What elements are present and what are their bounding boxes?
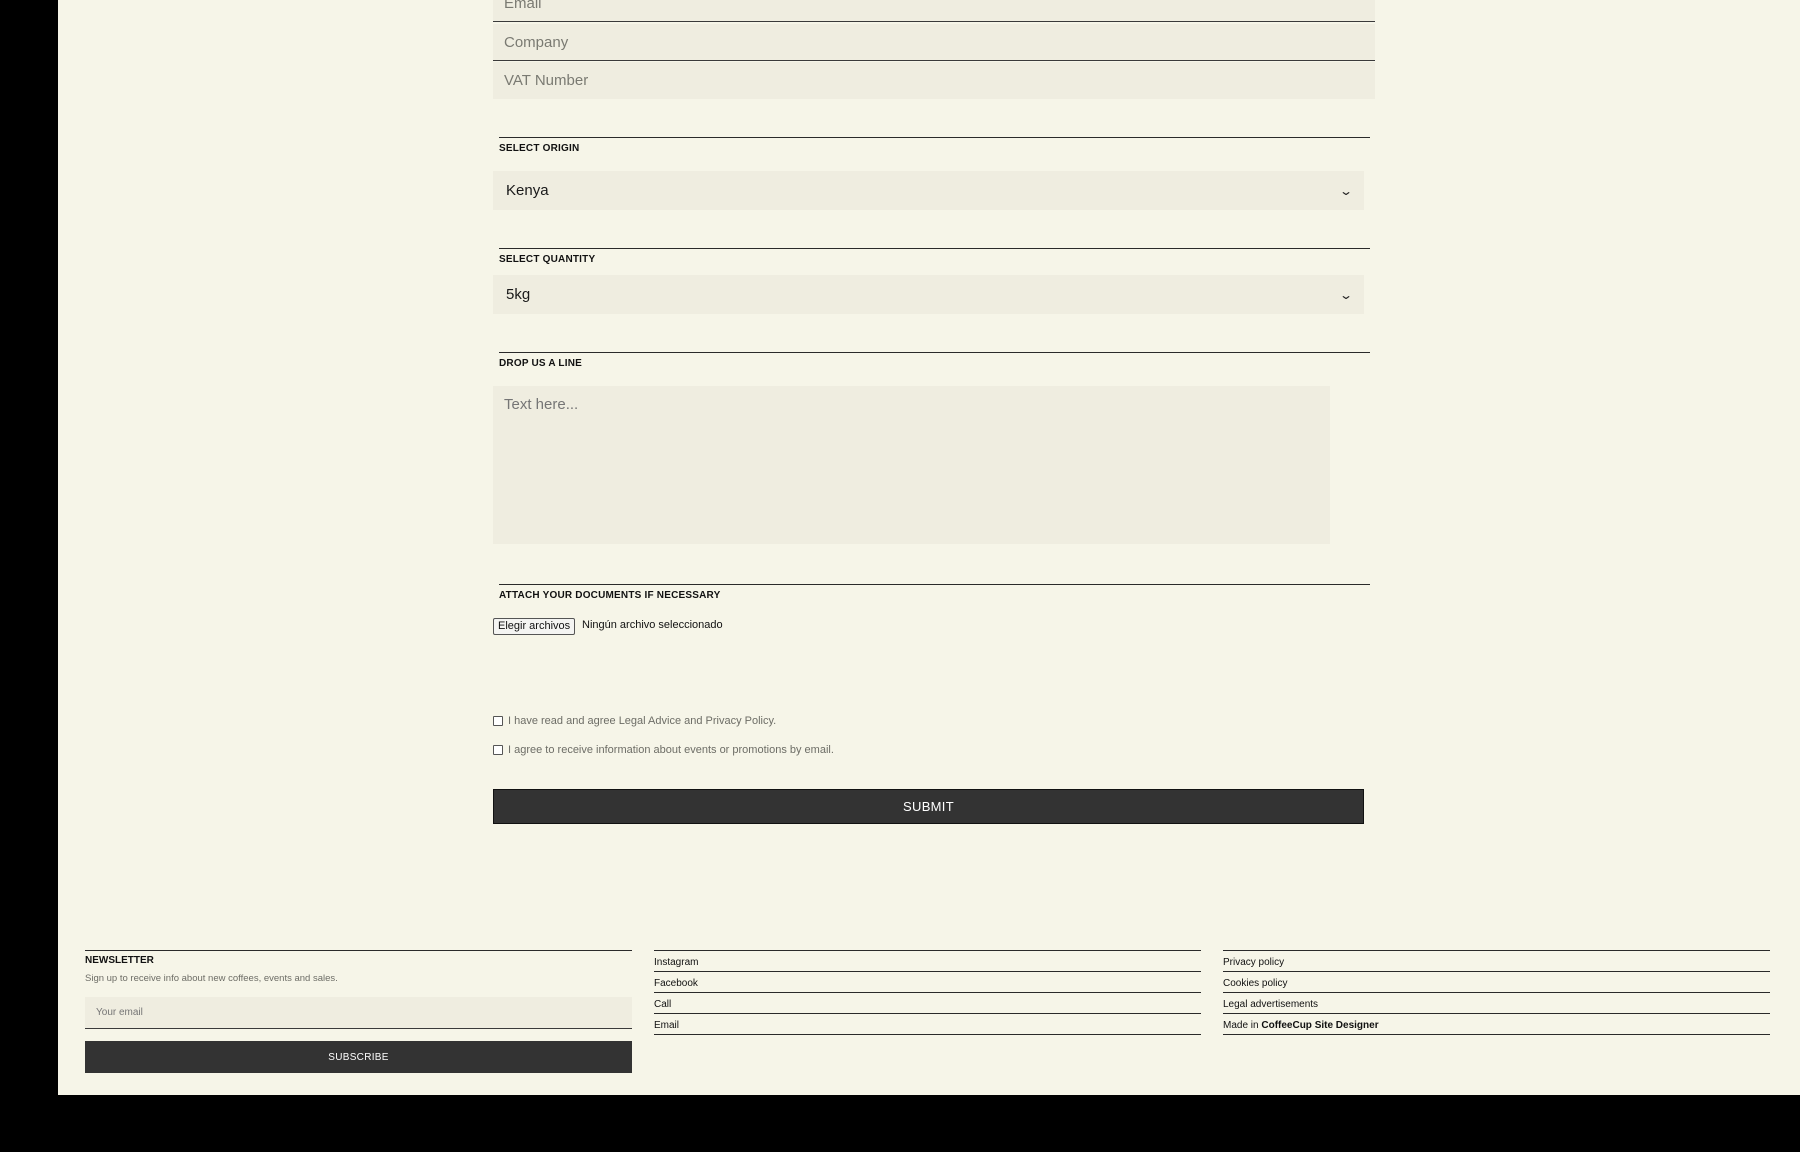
call-link[interactable]: Call	[654, 999, 672, 1010]
message-textarea[interactable]	[493, 386, 1330, 544]
quantity-divider	[499, 248, 1370, 249]
newsletter-description: Sign up to receive info about new coffees, events and sales.	[85, 973, 338, 984]
marketing-consent-label[interactable]: I agree to receive information about events or promotions by email.	[508, 744, 834, 756]
social-divider	[654, 1013, 1201, 1014]
origin-select[interactable]	[493, 171, 1364, 210]
marketing-consent-checkbox[interactable]	[493, 745, 503, 755]
message-divider	[499, 352, 1370, 353]
origin-label: SELECT ORIGIN	[499, 143, 580, 154]
quantity-select[interactable]	[493, 275, 1364, 314]
subscribe-button[interactable]: SUBSCRIBE	[85, 1041, 632, 1073]
attach-divider	[499, 584, 1370, 585]
quantity-selected-value: 5kg	[506, 286, 531, 303]
newsletter-divider	[85, 950, 632, 951]
newsletter-title: NEWSLETTER	[85, 955, 154, 966]
submit-button[interactable]: SUBMIT	[493, 789, 1364, 824]
origin-divider	[499, 137, 1370, 138]
page	[58, 0, 1800, 1095]
instagram-link[interactable]: Instagram	[654, 957, 699, 968]
social-divider	[654, 992, 1201, 993]
cookies-policy-link[interactable]: Cookies policy	[1223, 978, 1288, 989]
privacy-consent-row	[493, 715, 776, 727]
made-in-prefix: Made in	[1223, 1020, 1259, 1031]
chevron-down-icon: ⌄	[1338, 183, 1354, 198]
privacy-consent-label[interactable]: I have read and agree Legal Advice and Privacy Policy.	[508, 715, 777, 727]
made-in-brand-link[interactable]: CoffeeCup Site Designer	[1261, 1020, 1379, 1031]
privacy-policy-link[interactable]: Privacy policy	[1223, 957, 1285, 968]
facebook-link[interactable]: Facebook	[654, 978, 698, 989]
privacy-consent-checkbox[interactable]	[493, 716, 503, 726]
message-label: DROP US A LINE	[499, 358, 582, 369]
legal-divider	[1223, 971, 1770, 972]
social-divider	[654, 950, 1201, 951]
chevron-down-icon: ⌄	[1338, 287, 1354, 302]
social-divider	[654, 971, 1201, 972]
company-field[interactable]	[493, 24, 1375, 61]
file-status-text: Ningún archivo seleccionado	[582, 619, 723, 631]
social-divider	[654, 1034, 1201, 1035]
legal-advertisements-link[interactable]: Legal advertisements	[1223, 999, 1319, 1010]
made-in-credit	[1223, 1020, 1379, 1031]
choose-files-button[interactable]: Elegir archivos	[493, 618, 575, 635]
origin-selected-value: Kenya	[506, 182, 549, 199]
legal-divider	[1223, 1034, 1770, 1035]
legal-divider	[1223, 1013, 1770, 1014]
marketing-consent-row	[493, 744, 834, 756]
legal-divider	[1223, 950, 1770, 951]
email-field[interactable]	[493, 0, 1375, 22]
vat-number-field[interactable]	[493, 62, 1375, 99]
legal-divider	[1223, 992, 1770, 993]
attach-label: ATTACH YOUR DOCUMENTS IF NECESSARY	[499, 590, 721, 601]
email-link[interactable]: Email	[654, 1020, 680, 1031]
newsletter-email-input[interactable]	[85, 997, 632, 1029]
quantity-label: SELECT QUANTITY	[499, 254, 596, 265]
